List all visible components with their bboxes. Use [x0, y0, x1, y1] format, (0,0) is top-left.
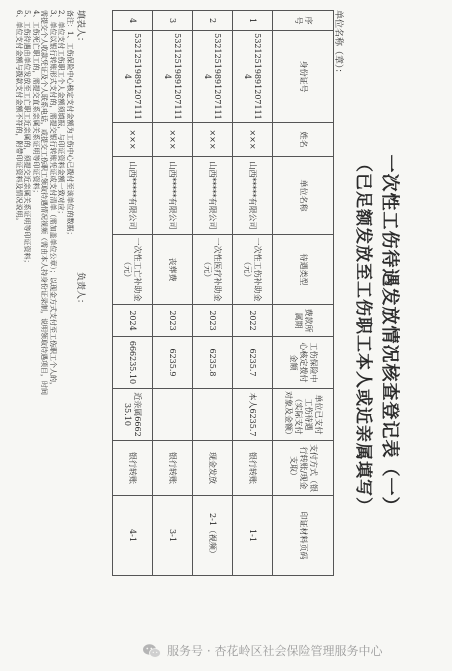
table-row — [233, 11, 273, 576]
note-line: 需提交个人收款凭证及个人联系电话，或提交工伤职工领取待遇情况视频（需由本人持身份证录制，说明领取待遇项目，时间 — [40, 10, 49, 395]
paid-amount — [153, 389, 193, 441]
note-line: 3、单位以银行转账形式支付的，需提交银行转账凭证或支付清单（需加盖单位公章）；以现金方式支付至工伤职工个人的， — [48, 10, 57, 389]
person-name: ××× — [113, 123, 153, 157]
row-number: 2 — [193, 11, 233, 31]
row-number: 1 — [233, 11, 273, 31]
evidence-page: 4-1 — [113, 496, 153, 576]
person-name: ××× — [193, 123, 233, 157]
header-cell: 单位名称 — [273, 157, 334, 235]
fee-period: 2023 — [193, 305, 233, 337]
unit-name: 山西*****有限公司 — [193, 157, 233, 235]
payment-method: 银行转账 — [233, 441, 273, 496]
evidence-page: 3-1 — [153, 496, 193, 576]
filler-label: 填表人： — [75, 10, 85, 47]
watermark — [142, 642, 382, 659]
notes-section — [14, 10, 74, 600]
header-cell: 单位已支付工伤待遇（实际支付对象及金额） — [273, 389, 334, 441]
row-number: 4 — [113, 11, 153, 31]
form-title: 一次性工伤待遇发放情况核查登记表（一） — [379, 154, 400, 516]
evidence-page: 2-1（视频） — [193, 496, 233, 576]
unit-name-label: 单位名称（章）： — [333, 10, 343, 78]
note-line: 4、工伤死亡职工的，需提交直系亲属关系证明等印证资料； — [31, 10, 40, 197]
header-cell: 印证材料页码 — [273, 496, 334, 576]
unit-name: 山西*****有限公司 — [113, 157, 153, 235]
table-row — [113, 11, 153, 576]
wechat-icon — [142, 643, 162, 659]
payment-method: 现金发放 — [193, 441, 233, 496]
paid-amount: 本人6235.7 — [233, 389, 273, 441]
unit-name: 山西*****有限公司 — [233, 157, 273, 235]
responsible-label: 负责人： — [75, 272, 85, 309]
approved-amount: 6235.8 — [193, 337, 233, 389]
watermark-text: 服务号 · 杏花岭区社会保险管理服务中心 — [167, 644, 383, 658]
benefit-type: 丧葬费 — [153, 235, 193, 305]
person-name: ××× — [233, 123, 273, 157]
benefit-type: 一次性工伤补助金（元） — [233, 235, 273, 305]
header-cell: 身份证号 — [273, 31, 334, 123]
header-cell: 待遇类型 — [273, 235, 334, 305]
fee-period: 2022 — [233, 305, 273, 337]
form-subtitle: （已足额发放至工伤职工本人或近亲属填写） — [353, 155, 373, 515]
table-row — [193, 11, 233, 576]
approved-amount: 6235.7 — [233, 337, 273, 389]
rotated-document — [12, 10, 404, 650]
fee-period: 2024 — [113, 305, 153, 337]
id-number: 532125198912071114 — [153, 31, 193, 123]
note-line: 6、单位支付金额与拨款支付金额不符的，附带印证资料及情况说明。 — [14, 10, 23, 225]
fee-period: 2023 — [153, 305, 193, 337]
header-cell: 姓名 — [273, 123, 334, 157]
paid-amount — [193, 389, 233, 441]
paid-amount: 近亲属666235.10 — [113, 389, 153, 441]
note-line: 5、工伤待遇由单位发放至工亡职工近亲属的，须提交近亲属关系证明等印证资料； — [23, 10, 32, 267]
header-cell: 工伤保险中心核定拨付金额 — [273, 337, 334, 389]
id-number: 532125198912071114 — [113, 31, 153, 123]
note-line: 备注：1、工伤保险中心核定支付金额为工伤中心已拨付至该单位的数据； — [66, 10, 74, 239]
row-number: 3 — [153, 11, 193, 31]
header-cell: 支付方式（银行转账/现金支取） — [273, 441, 334, 496]
evidence-page: 1-1 — [233, 496, 273, 576]
note-line: 2、单位支付工伤职工个人金额须填报，与印证资料金额一致对应； — [57, 10, 66, 218]
table-header-row — [273, 11, 334, 576]
payment-method: 银行转账 — [113, 441, 153, 496]
approved-amount: 6235.9 — [153, 337, 193, 389]
id-number: 532125198912071114 — [233, 31, 273, 123]
person-name: ××× — [153, 123, 193, 157]
benefit-type: 一次性医疗补助金（元） — [193, 235, 233, 305]
benefit-type: 一次性工亡补助金（元） — [113, 235, 153, 305]
id-number: 532125198912071114 — [193, 31, 233, 123]
header-cell: 费款所属期 — [273, 305, 334, 337]
table-row — [153, 11, 193, 576]
approved-amount: 666235.10 — [113, 337, 153, 389]
payment-method: 银行转账 — [153, 441, 193, 496]
unit-name: 山西*****有限公司 — [153, 157, 193, 235]
header-cell: 序号 — [273, 11, 334, 31]
verification-table — [112, 10, 334, 576]
